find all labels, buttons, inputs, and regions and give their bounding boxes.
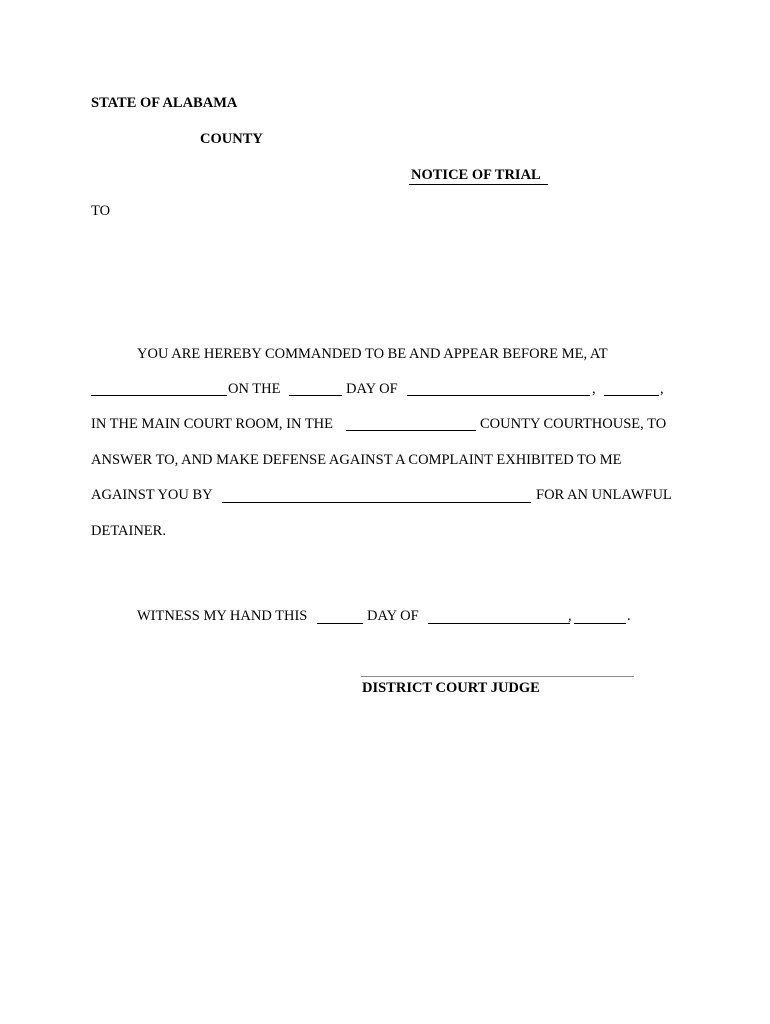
notice-title: NOTICE OF TRIAL — [411, 167, 541, 183]
month-blank[interactable] — [407, 395, 590, 396]
comma-2: , — [660, 381, 664, 397]
witness-comma: , — [568, 608, 572, 624]
witness-month-blank[interactable] — [428, 623, 570, 624]
county-blank[interactable] — [346, 430, 476, 431]
county-heading: COUNTY — [200, 131, 263, 147]
command-line-5a: AGAINST YOU BY — [91, 487, 213, 503]
witness-text: WITNESS MY HAND THIS — [137, 608, 308, 624]
year-blank[interactable] — [604, 395, 659, 396]
judge-signature-label: DISTRICT COURT JUDGE — [362, 680, 540, 696]
title-underline — [409, 184, 548, 185]
comma-1: , — [592, 381, 596, 397]
day-of-label: DAY OF — [346, 381, 398, 397]
signature-line[interactable] — [361, 676, 634, 677]
witness-day-of: DAY OF — [367, 608, 419, 624]
command-line-1: YOU ARE HEREBY COMMANDED TO BE AND APPEAR BEFORE ME, AT — [137, 346, 608, 362]
command-line-6: DETAINER. — [91, 523, 166, 539]
witness-day-blank[interactable] — [317, 623, 363, 624]
witness-period: . — [627, 608, 631, 624]
place-blank[interactable] — [91, 395, 227, 396]
command-line-5b: FOR AN UNLAWFUL — [536, 487, 672, 503]
day-blank[interactable] — [289, 395, 342, 396]
plaintiff-blank[interactable] — [222, 502, 531, 503]
state-heading: STATE OF ALABAMA — [91, 95, 238, 111]
witness-year-blank[interactable] — [574, 623, 626, 624]
to-label: TO — [91, 203, 111, 219]
on-the-label: ON THE — [228, 381, 281, 397]
command-line-3b: COUNTY COURTHOUSE, TO — [480, 416, 667, 432]
command-line-3a: IN THE MAIN COURT ROOM, IN THE — [91, 416, 334, 432]
command-line-4: ANSWER TO, AND MAKE DEFENSE AGAINST A COMPLAINT EXHIBITED TO ME — [91, 452, 622, 468]
